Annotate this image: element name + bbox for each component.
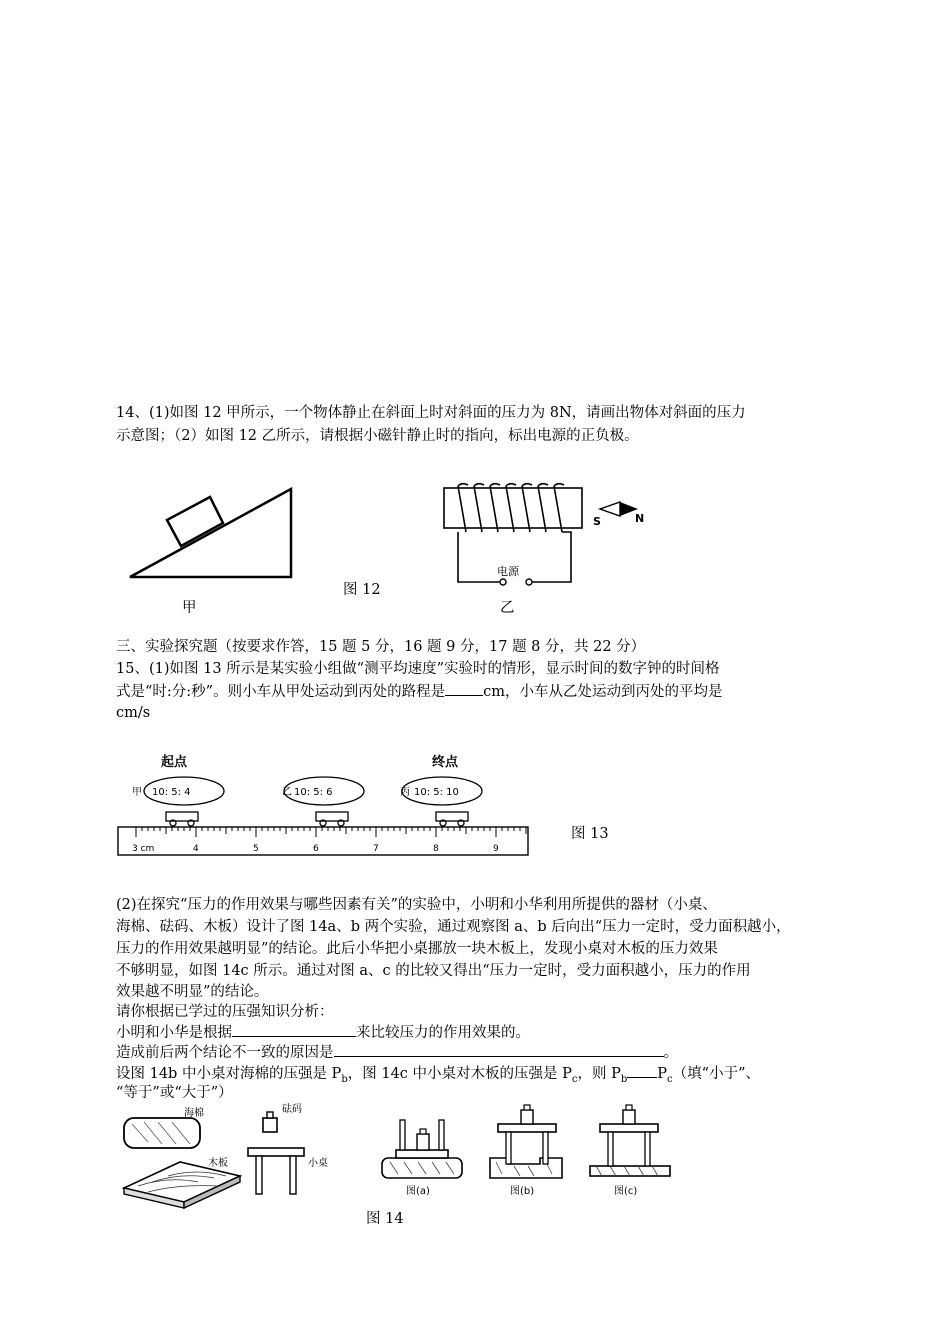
exp-c-board — [590, 1166, 670, 1176]
table-leg-left — [256, 1156, 262, 1194]
clock-bing-time: 10: 5: 10 — [414, 787, 459, 798]
q15-2-line8-b: 。 — [663, 1045, 678, 1061]
exp-b-sponge — [490, 1158, 562, 1178]
ruler-ticks — [136, 827, 526, 837]
ruler-tick-label: 6 — [313, 844, 319, 854]
weight-body — [263, 1118, 277, 1132]
fig14-apparatus — [118, 1100, 340, 1210]
table-label: 小桌 — [308, 1158, 328, 1169]
exp-b-leg-left — [506, 1132, 511, 1164]
q15-line1: 15、(1)如图 13 所示是某实验小组做“测平均速度”实验时的情形，显示时间的数字钟的时间格 — [116, 661, 720, 677]
q15-2-line7-a: 小明和小华是根据 — [116, 1025, 232, 1041]
weight-label: 砝码 — [282, 1104, 302, 1115]
q15-2-line9-c: ，则 P — [577, 1066, 621, 1082]
weight-knob — [267, 1112, 273, 1118]
exp-b-tabletop — [498, 1124, 556, 1132]
exp-b-weight — [521, 1110, 533, 1124]
q15-2-line7-b: 来比较压力的作用效果的。 — [356, 1025, 530, 1041]
fig12-solenoid-diagram — [440, 482, 650, 587]
exp-a-leg-left — [400, 1120, 405, 1150]
fig12-caption: 图 12 — [343, 582, 381, 598]
q15-2-line7 — [116, 1022, 530, 1044]
q15-2-line9-a: 设图 14b 中小桌对海棉的压强是 P — [116, 1066, 342, 1082]
cart-yi — [316, 812, 348, 826]
clock-yi-time: 10: 5: 6 — [294, 787, 333, 798]
fig12-label-jia: 甲 — [182, 600, 197, 616]
ruler-tick-label: 7 — [373, 844, 379, 854]
exp-a-tabletop — [396, 1150, 448, 1158]
cart-bing — [436, 812, 468, 826]
q15-2-line9-e: （填“小于”、 — [672, 1066, 760, 1082]
exp-a-label: 图(a) — [406, 1186, 430, 1197]
fig14-experiments — [378, 1100, 678, 1200]
exp-c-label: 图(c) — [614, 1186, 638, 1197]
ruler-tick-label: 9 — [493, 844, 499, 854]
q15-2-line8-a: 造成前后两个结论不一致的原因是 — [116, 1045, 334, 1061]
ruler-tick-label: 5 — [253, 844, 259, 854]
q15-line2-b: cm，小车从乙处运动到丙处的平均是 — [483, 684, 723, 700]
compass-needle-s — [600, 502, 620, 516]
compare-blank[interactable] — [627, 1063, 657, 1078]
table-leg-right — [290, 1156, 296, 1194]
needle-s-label: S — [593, 515, 601, 528]
table-top — [248, 1148, 304, 1156]
q15-line3: cm/s — [116, 705, 151, 721]
sub-c2: c — [667, 1073, 673, 1085]
clock-jia-time: 10: 5: 4 — [152, 787, 191, 798]
ruler-tick-label: 3 cm — [132, 844, 155, 854]
incline-block — [167, 497, 223, 546]
q15-2-line5: 效果越不明显”的结论。 — [116, 984, 269, 1000]
needle-n-label: N — [635, 512, 645, 525]
power-label: 电源 — [497, 565, 519, 578]
exp-a-weight — [417, 1134, 429, 1150]
basis-blank[interactable] — [232, 1022, 356, 1037]
board-label: 木板 — [208, 1158, 228, 1169]
fig13-caption: 图 13 — [571, 826, 609, 842]
q15-2-line10: “等于”或“大于”） — [116, 1085, 233, 1101]
sub-c: c — [571, 1073, 578, 1085]
sponge-label: 海棉 — [184, 1108, 204, 1119]
exp-c-tabletop — [600, 1124, 658, 1132]
ruler-labels — [132, 844, 499, 854]
circuit-wire — [458, 532, 500, 582]
exp-b-leg-right — [543, 1132, 548, 1164]
q15-2-line9-d: P — [657, 1066, 668, 1082]
end-label: 终点 — [432, 755, 459, 770]
start-label: 起点 — [161, 755, 188, 770]
circuit-wire-right — [532, 532, 571, 582]
fig12-incline-diagram — [125, 485, 300, 585]
q15-2-line8 — [116, 1042, 678, 1064]
reason-blank[interactable] — [334, 1042, 664, 1057]
q15-2-line2: 海棉、砝码、木板）设计了图 14a、b 两个实验，通过观察图 a、b 后向出“压力一定时，受力面积越小， — [116, 919, 791, 935]
q15-line2 — [116, 681, 722, 703]
exp-c-leg-right — [645, 1132, 650, 1166]
q15-2-line6: 请你根据已学过的压强知识分析： — [116, 1004, 334, 1020]
exp-c-leg-left — [608, 1132, 613, 1166]
exp-b-label: 图(b) — [510, 1186, 535, 1197]
sub-b: b — [341, 1073, 348, 1085]
ruler-tick-label: 8 — [433, 844, 439, 854]
solenoid-coil — [458, 484, 564, 532]
power-terminal-left — [500, 579, 506, 585]
q15-2-line1: (2)在探究“压力的作用效果与哪些因素有关”的实验中，小明和小华利用所提供的器材（小桌、 — [116, 897, 717, 913]
cart-jia — [166, 812, 198, 826]
exp-a-leg-right — [439, 1120, 444, 1150]
fig13-ruler-diagram — [114, 750, 534, 865]
q15-2-line4: 不够明显，如图 14c 所示。通过对图 a、c 的比较又得出“压力一定时，受力面积越小，压力的作用 — [116, 963, 751, 979]
sub-b2: b — [620, 1073, 628, 1085]
ruler-tick-label: 4 — [193, 844, 199, 854]
exp-c-weight — [623, 1110, 635, 1124]
q15-2-line3: 压力的作用效果越明显”的结论。此后小华把小桌挪放一块木板上，发现小桌对木板的压力效果 — [116, 941, 718, 957]
q14-line2: 示意图；（2）如图 12 乙所示，请根据小磁针静止时的指向，标出电源的正负极。 — [116, 428, 639, 444]
pos-yi-label: 乙 — [282, 787, 292, 798]
distance-blank[interactable] — [445, 681, 483, 696]
fig12-label-yi: 乙 — [500, 600, 515, 616]
pos-jia-label: 甲 — [132, 787, 142, 798]
power-terminal-right — [526, 579, 532, 585]
q15-2-line9-b: ，图 14c 中小桌对木板的压强是 P — [347, 1066, 572, 1082]
fig14-caption: 图 14 — [366, 1211, 404, 1227]
q15-line2-a: 式是“时:分:秒”。则小车从甲处运动到丙处的路程是 — [116, 684, 446, 700]
q14-line1: 14、(1)如图 12 甲所示，一个物体静止在斜面上时对斜面的压力为 8N，请画出物体对斜面的压力 — [116, 405, 746, 421]
pos-bing-label: 丙 — [400, 787, 410, 798]
section3-heading: 三、实验探究题（按要求作答，15 题 5 分，16 题 9 分，17 题 8 分，共 22 分） — [116, 639, 646, 655]
